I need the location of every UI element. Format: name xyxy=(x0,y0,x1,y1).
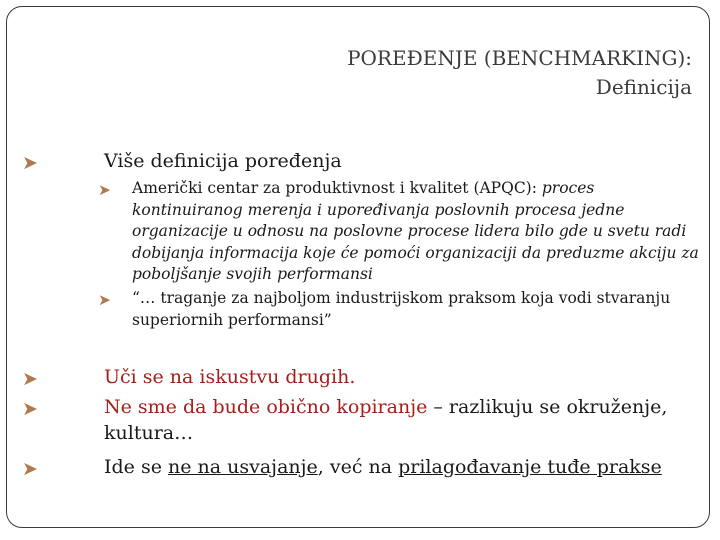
bullet-definitions: Više definicija poređenja xyxy=(104,150,342,172)
bullet-not-copy xyxy=(104,394,704,446)
slide-title xyxy=(172,44,692,102)
adapt-part-1: Ide se xyxy=(104,456,168,478)
sub-bullet-apqc xyxy=(132,178,702,286)
bullet-learn: Uči se na iskustvu drugih. xyxy=(104,366,356,388)
bullet-adapt xyxy=(104,454,704,480)
adapt-underline-2: prilagođavanje tuđe prakse xyxy=(398,456,662,478)
apqc-source: Američki centar za produktivnost i kvalitet (APQC): xyxy=(132,179,542,197)
arrow-bullet-icon: ➤ xyxy=(22,398,38,420)
apqc-definition: proces kontinuiranog merenja i upoređivanja poslovnih procesa jedne organizacije u odnosu na poslovne procese lidera bilo gde u svetu radi dobijanja informacija koje će pomoći organizaciji da preduzme akciju za poboljšanje svojih performansi xyxy=(132,179,699,283)
adapt-part-2: , već na xyxy=(317,456,399,478)
sub-bullet-quote: “… traganje za najboljom industrijskom praksom koja vodi stvaranju superiornih performansi” xyxy=(132,289,671,329)
adapt-underline-1: ne na usvajanje xyxy=(168,456,318,478)
title-line-2: Definicija xyxy=(595,75,692,99)
arrow-bullet-icon: ➤ xyxy=(98,181,111,199)
title-line-1: POREĐENJE (BENCHMARKING): xyxy=(347,46,692,70)
arrow-bullet-icon: ➤ xyxy=(22,152,38,174)
arrow-bullet-icon: ➤ xyxy=(22,368,38,390)
arrow-bullet-icon: ➤ xyxy=(22,458,38,480)
not-copy-rest: – razlikuju se okruženje, kultura… xyxy=(104,396,668,444)
arrow-bullet-icon: ➤ xyxy=(98,291,111,309)
not-copy-emphasis: Ne sme da bude obično kopiranje xyxy=(104,396,428,418)
